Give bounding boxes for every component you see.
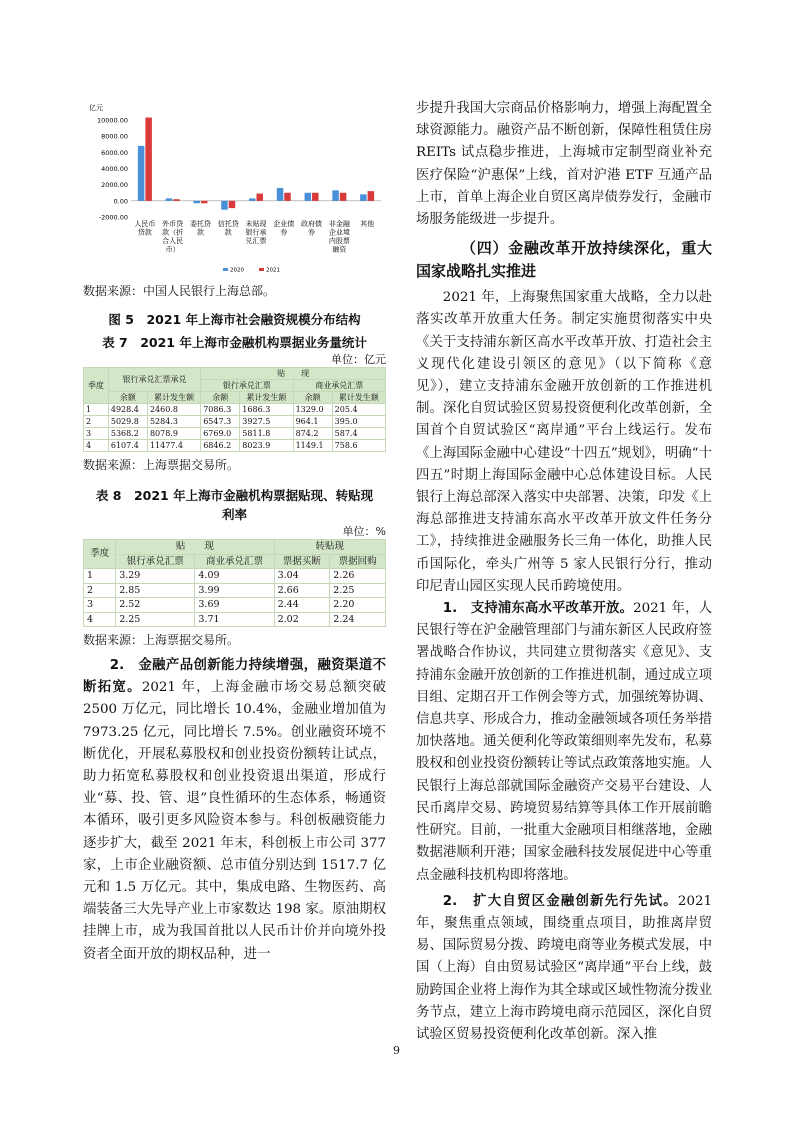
- y-tick-label: 0.00: [113, 197, 128, 206]
- table7-cell: 6769.0: [201, 428, 240, 440]
- table8-cell: 4: [84, 612, 116, 627]
- bar-2021: [340, 193, 347, 201]
- x-tick-label: 款（折: [162, 228, 184, 237]
- table8-cell: 3.99: [195, 583, 274, 598]
- bar-2021: [173, 199, 180, 201]
- table7-cell: 1329.0: [293, 404, 332, 416]
- table7-cell: 2460.8: [147, 404, 200, 416]
- x-tick-label: 款: [196, 228, 204, 237]
- x-tick-label: 其他: [360, 220, 375, 228]
- table8-header-comm: 商业承兑汇票: [195, 554, 274, 569]
- paragraph-body: 2021 年，聚焦重点领域，围绕重点项目，助推离岸贸易、国际贸易分拨、跨境电商等业务模式发展，中国（上海）自由贸易试验区“离岸通”平台上线，鼓励跨国企业将上海作为其全球或区域性物流分拨业务节点，建立上海市跨境电商示范园区，深化自贸试验区贸易投资便利化改革创新。深入推: [416, 893, 712, 1042]
- table8-cell: 3: [84, 598, 116, 613]
- legend-label-2020: 2020: [230, 267, 244, 274]
- table7-cell: 395.0: [332, 416, 385, 428]
- table7-cell: 3927.5: [240, 416, 293, 428]
- table7-header-cum: 累计发生额: [332, 392, 385, 404]
- table7-header-discount: 贴 现: [201, 368, 386, 380]
- paragraph-lead: 1. 支持浦东高水平改革开放。: [442, 601, 634, 617]
- table8-cell: 4.09: [195, 569, 274, 584]
- x-tick-label: 银行承: [245, 228, 267, 237]
- table7-cell: 1: [84, 404, 109, 416]
- table8-caption-line2: 利率: [221, 507, 247, 522]
- table8-row: [84, 583, 386, 598]
- bar-2020: [360, 194, 367, 200]
- figure-5-chart: [83, 100, 386, 278]
- bar-2020: [138, 146, 145, 201]
- table7-cell: 6846.2: [201, 440, 240, 452]
- table8-cell: 3.71: [195, 612, 274, 627]
- table8-row: [84, 569, 386, 584]
- table8-cell: 2.26: [330, 569, 386, 584]
- y-tick-label: -2000.00: [98, 213, 128, 222]
- legend-swatch-2020: [223, 268, 228, 271]
- paragraph-financial-products: [83, 655, 386, 966]
- paragraph-continued: 步提升我国大宗商品价格影响力，增强上海配置全球资源能力。融资产品不断创新，保障性租赁住房 REITs 试点稳步推进，上海城市定制型商业补充医疗保险“沪惠保”上线，首对沪港 ETF 互通产品上市，首单上海企业自贸区离岸债券发行，金融市场服务能级进一步提升。: [416, 101, 712, 228]
- table8-cell: 2: [84, 583, 116, 598]
- table7-cell: 6107.4: [108, 440, 147, 452]
- x-tick-label: 企业债: [273, 220, 295, 228]
- table7-cell: 8023.9: [240, 440, 293, 452]
- bar-2021: [201, 201, 208, 203]
- bar-2020: [277, 188, 284, 201]
- table7-cell: 6547.3: [201, 416, 240, 428]
- table7-unit: 单位：亿元: [331, 353, 386, 366]
- figure-caption: 图 5 2021 年上海市社会融资规模分布结构: [108, 312, 361, 327]
- table7-source: 数据来源：上海票据交易所。: [83, 458, 240, 472]
- x-tick-label: 券: [308, 228, 316, 237]
- x-tick-label: 合人民: [162, 237, 184, 245]
- table7: [83, 367, 386, 452]
- figure-source: 数据来源：中国人民银行上海总部。: [83, 284, 276, 298]
- bar-2020: [249, 198, 256, 200]
- table8-cell: 1: [84, 569, 116, 584]
- bar-2021: [257, 194, 264, 201]
- bar-2021: [145, 118, 152, 201]
- bar-2020: [332, 190, 339, 201]
- table7-header-bal: 余额: [201, 392, 240, 404]
- table8-caption-line1: 表 8 2021 年上海市金融机构票据贴现、转贴现: [95, 488, 374, 503]
- table7-header-accept: 银行承兑汇票承兑: [108, 368, 200, 392]
- table8-cell: 2.20: [330, 598, 386, 613]
- bar-2020: [221, 201, 228, 210]
- table7-cell: 964.1: [293, 416, 332, 428]
- table7-cell: 5368.2: [108, 428, 147, 440]
- table7-row: [84, 404, 386, 416]
- table8-cell: 3.04: [274, 569, 330, 584]
- table8-cell: 2.24: [330, 612, 386, 627]
- left-column: [83, 100, 386, 966]
- x-tick-label: 贷款: [137, 228, 152, 237]
- x-tick-label: 企业境: [328, 228, 350, 237]
- x-tick-label: 融资: [332, 245, 347, 254]
- paragraph-ftz: [416, 891, 712, 1046]
- table7-cell: 4: [84, 440, 109, 452]
- bar-2020: [305, 193, 312, 201]
- paragraph-strategy: 2021 年，上海聚焦国家重大战略，全力以赴落实改革开放重大任务。制定实施贯彻落实中央《关于支持浦东新区高水平改革开放、打造社会主义现代化建设引领区的意见》（以下简称《意见》），建立支持浦东金融开放创新的工作推进机制。深化自贸试验区贸易投资便利化改革创新，全国首个自贸试验区“离岸通”平台上线运行。发布《上海国际金融中心建设“十四五”规划》，明确“十四五”时期上海国际金融中心总体建设目标。人民银行上海总部深入落实中央部署、决策，印发《上海总部推进支持浦东高水平改革开放文件任务分工》，持续推进金融服务长三角一体化，助推人民币国际化，牵头广州等 5 家人民银行分行，推动印尼青山园区实现人民币跨境使用。: [416, 290, 712, 594]
- table8-cell: 2.02: [274, 612, 330, 627]
- table8-row: [84, 598, 386, 613]
- page-number: 9: [393, 1044, 400, 1057]
- y-tick-label: 4000.00: [101, 165, 128, 173]
- table8-header-bank: 银行承兑汇票: [116, 554, 195, 569]
- table7-header-bal: 余额: [293, 392, 332, 404]
- table8-source: 数据来源：上海票据交易所。: [83, 633, 240, 647]
- table8-cell: 2.44: [274, 598, 330, 613]
- table7-header-comm: 商业承兑汇票: [293, 380, 385, 392]
- paragraph-lead: 2. 扩大自贸区金融创新先行先试。: [442, 893, 678, 909]
- bar-2020: [166, 198, 173, 200]
- section-heading: （四）金融改革开放持续深化，重大国家战略扎实推进: [416, 239, 712, 281]
- bar-2021: [284, 193, 291, 201]
- bar-2021: [229, 201, 236, 208]
- x-tick-label: 券: [280, 228, 288, 237]
- table7-row: [84, 440, 386, 452]
- bar-2021: [312, 193, 319, 201]
- table7-cell: 1149.1: [293, 440, 332, 452]
- x-tick-label: 委托贷: [189, 220, 211, 228]
- table8-header-rediscount: 转贴现: [274, 540, 385, 555]
- table7-cell: 758.6: [332, 440, 385, 452]
- table7-cell: 1686.3: [240, 404, 293, 416]
- table7-cell: 205.4: [332, 404, 385, 416]
- table7-cell: 11477.4: [147, 440, 200, 452]
- table8-cell: 2.25: [330, 583, 386, 598]
- table7-row: [84, 416, 386, 428]
- table7-header-quarter: 季度: [84, 368, 109, 404]
- x-tick-label: 兑汇票: [245, 237, 267, 245]
- y-tick-label: 8000.00: [101, 132, 128, 141]
- table7-cell: 7086.3: [201, 404, 240, 416]
- table8: [83, 539, 386, 627]
- table8-row: [84, 612, 386, 627]
- table7-cell: 874.2: [293, 428, 332, 440]
- x-tick-label: 币）: [165, 245, 180, 254]
- table7-header-cum: 累计发生额: [147, 392, 200, 404]
- paragraph-body: 2021 年，人民银行等在沪金融管理部门与浦东新区人民政府签署战略合作协议，共同建立贯彻落实《意见》、支持浦东金融开放创新的工作推进机制，通过成立项目组、定期召开工作例会等方式，加强统筹协调、信息共享、形成合力，推动金融领域各项任务举措加快落地。通关便利化等政策细则率先发布，私募股权和创业投资份额转让等试点政策落地实施。人民银行上海总部就国际金融资产交易平台建设、人民币离岸交易、跨境贸易结算等具体工作开展前瞻性研究。目前，一批重大金融项目相继落地，金融数据港顺利开港；国家金融科技发展促进中心等重点金融科技机构即将落地。: [416, 601, 712, 883]
- paragraph-body: 2021 年，上海金融市场交易总额突破 2500 万亿元，同比增长 10.4%，金融业增加值为 7973.25 亿元，同比增长 7.5%。创业融资环境不断优化，开展私募股权和创业投资份额转让试点，助力拓宽私募股权和创业投资退出渠道，形成行业“募、投、管、退”良性循环的生态体系，畅通资本循环，吸引更多风险资本参与。科创板融资能力逐步扩大，截至 2021 年末，科创板上市公司 377 家，上市企业融资额、总市值分别达到 1517.7 亿元和 1.5 万亿元。其中，集成电路、生物医药、高端装备三大先导产业上市家数达 198 家。原油期权挂牌上市，成为我国首批以人民币计价并向境外投资者全面开放的期权品种，进一: [83, 680, 386, 962]
- bar-2021: [368, 191, 375, 201]
- x-tick-label: 人民币: [134, 220, 156, 228]
- table7-cell: 587.4: [332, 428, 385, 440]
- table7-header-bal: 余额: [108, 392, 147, 404]
- table7-cell: 2: [84, 416, 109, 428]
- x-tick-label: 未贴现: [245, 220, 267, 228]
- y-tick-label: 10000.00: [96, 116, 128, 125]
- x-tick-label: 内股票: [328, 237, 350, 245]
- table7-cell: 4928.4: [108, 404, 147, 416]
- paragraph-pudong: [416, 598, 712, 887]
- x-tick-label: 外币贷: [162, 220, 184, 228]
- table8-header-repo: 票据回购: [330, 554, 386, 569]
- table8-unit: 单位：%: [342, 525, 386, 538]
- table8-cell: 3.69: [195, 598, 274, 613]
- table7-cell: 5284.3: [147, 416, 200, 428]
- table8-cell: 2.52: [116, 598, 195, 613]
- table8-cell: 2.66: [274, 583, 330, 598]
- table7-cell: 5029.8: [108, 416, 147, 428]
- table8-body: [84, 569, 386, 627]
- x-tick-label: 政府债: [301, 220, 323, 228]
- legend-label-2021: 2021: [266, 267, 280, 274]
- table7-caption: 表 7 2021 年上海市金融机构票据业务量统计: [102, 335, 367, 350]
- table7-header-bank: 银行承兑汇票: [201, 380, 293, 392]
- chart-ylabel: 亿元: [89, 104, 103, 112]
- table7-cell: 8078.9: [147, 428, 200, 440]
- table8-cell: 2.25: [116, 612, 195, 627]
- table8-header-buy: 票据买断: [274, 554, 330, 569]
- table7-cell: 5811.8: [240, 428, 293, 440]
- table8-header-discount: 贴 现: [116, 540, 274, 555]
- table7-row: [84, 428, 386, 440]
- x-tick-label: 非金融: [328, 220, 350, 228]
- paragraph-lead: 2. 金融产品创新能力持续增强，融资渠道不断拓宽。: [83, 658, 386, 696]
- table8-cell: 2.85: [116, 583, 195, 598]
- y-tick-label: 6000.00: [101, 148, 128, 157]
- table8-cell: 3.29: [116, 569, 195, 584]
- x-tick-label: 信托贷: [217, 220, 239, 228]
- table7-header-cum: 累计发生额: [240, 392, 293, 404]
- right-column: [416, 98, 712, 1046]
- bar-2020: [193, 201, 200, 203]
- legend-swatch-2021: [259, 268, 264, 271]
- table7-body: [84, 404, 386, 452]
- x-tick-label: 款: [224, 228, 232, 237]
- table7-cell: 3: [84, 428, 109, 440]
- y-tick-label: 2000.00: [101, 181, 128, 190]
- table8-header-quarter: 季度: [84, 540, 116, 569]
